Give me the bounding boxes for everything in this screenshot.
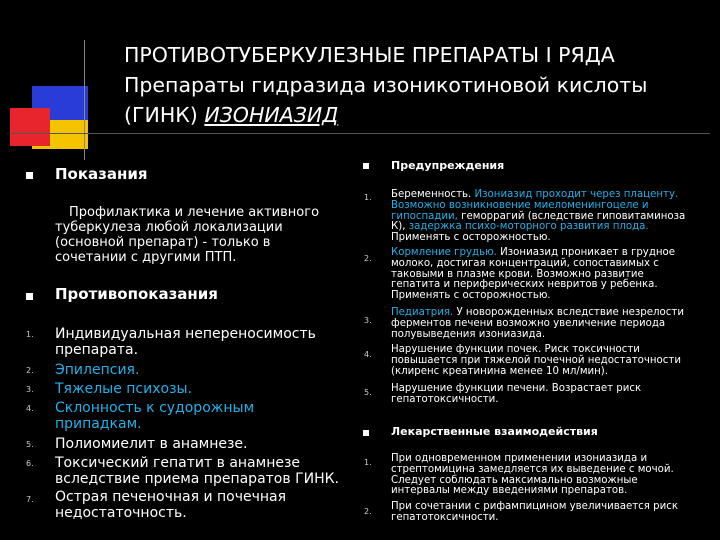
title-line-3 <box>124 100 714 130</box>
warning-num-1: 1. <box>364 193 372 202</box>
interaction-item-2: При сочетании с рифампицином увеличивается риск гепатотоксичности. <box>391 501 678 523</box>
warning-num-5: 5. <box>364 388 372 397</box>
contra-item-2: Эпилепсия. <box>55 362 140 378</box>
contra-num-5: 5. <box>26 440 34 449</box>
contra-item-3: Тяжелые психозы. <box>55 381 193 397</box>
interactions-heading: Лекарственные взаимодействия <box>391 425 598 438</box>
warning-1-part-a: Беременность. <box>391 189 475 200</box>
interaction-num-2: 2. <box>364 507 372 516</box>
deco-red-square <box>10 108 50 146</box>
title-line-2: Препараты гидразида изоникотиновой кислоты <box>124 73 648 97</box>
contra-num-7: 7. <box>26 495 34 504</box>
warning-item-4: Нарушение функции почек. Риск токсичности повышается при тяжелой почечной недостаточности (клиренс креатинина менее 10 мл/мин). <box>391 344 681 377</box>
interaction-num-1: 1. <box>364 458 372 467</box>
title-prefix: (ГИНК) <box>124 103 205 127</box>
deco-horizontal-line <box>10 133 710 134</box>
contra-num-4: 4. <box>26 404 34 413</box>
bullet-warnings <box>363 163 369 169</box>
contra-num-1: 1. <box>26 330 34 339</box>
contra-item-6: Токсический гепатит в анамнезе вследствие приема препаратов ГИНК. <box>55 455 339 487</box>
warning-item-2 <box>391 248 691 302</box>
warning-num-3: 3. <box>364 316 372 325</box>
warning-1-part-e: Применять с осторожностью. <box>391 232 551 244</box>
bullet-indications <box>26 172 33 179</box>
warning-3-part-b: Педиатрия. <box>391 307 454 318</box>
warning-num-4: 4. <box>364 350 372 359</box>
contra-num-3: 3. <box>26 385 34 394</box>
indications-heading: Показания <box>55 165 148 183</box>
warning-item-1 <box>391 190 691 244</box>
contra-item-1: Индивидуальная непереносимость препарата. <box>55 326 316 358</box>
bullet-interactions <box>363 430 369 436</box>
contra-item-4: Склонность к судорожным припадкам. <box>55 400 255 432</box>
warnings-heading: Предупреждения <box>391 159 505 172</box>
interaction-item-1: При одновременном применении изониазида и стрептомицина замедляется их выведение с мочой. Следует соблюдать максимально возможные интервалы между введениями препаратов. <box>391 453 674 497</box>
warning-1-part-d: задержка психо-моторного развития плода. <box>408 221 649 233</box>
contra-num-2: 2. <box>26 366 34 375</box>
warning-2-part-b: Кормление грудью. <box>391 247 497 258</box>
title-line-1: ПРОТИВОТУБЕРКУЛЕЗНЫЕ ПРЕПАРАТЫ I РЯДА <box>124 43 615 67</box>
title-drug-name: ИЗОНИАЗИД <box>204 103 339 127</box>
warning-2-part-c: Изониазид проникает в грудное молоко, достигая концентраций, сопоставимых с таковыми в плазме крови. Возможно развитие гепатита и периферических невритов у ребенка. Применять с осторожностью. <box>391 247 676 302</box>
bullet-contraindications <box>26 293 33 300</box>
contra-item-5: Полиомиелит в анамнезе. <box>55 436 248 452</box>
deco-vertical-line <box>84 40 85 160</box>
slide-title <box>124 40 714 130</box>
warning-item-3 <box>391 308 691 340</box>
warning-num-2: 2. <box>364 254 372 263</box>
indications-text: Профилактика и лечение активного туберкулеза любой локализации (основной препарат) - только в сочетании с другими ПТП. <box>55 205 320 265</box>
contra-item-7: Острая печеночная и почечная недостаточность. <box>55 489 287 521</box>
contraindications-heading: Противопоказания <box>55 285 218 303</box>
warning-item-5: Нарушение функции печени. Возрастает риск гепатотоксичности. <box>391 383 642 405</box>
contra-num-6: 6. <box>26 459 34 468</box>
warning-1-part-b: Изониазид проходит через плаценту. Возможно возникновение миеломенингоцеле и гипоспадии, <box>391 189 679 222</box>
warning-1-part-c: геморрагий (вследствие гиповитаминоза К), <box>391 210 686 233</box>
warning-3-part-c: У новорожденных вследствие незрелости ферментов печени возможно увеличение периода полувыведения изониазида. <box>391 307 684 340</box>
